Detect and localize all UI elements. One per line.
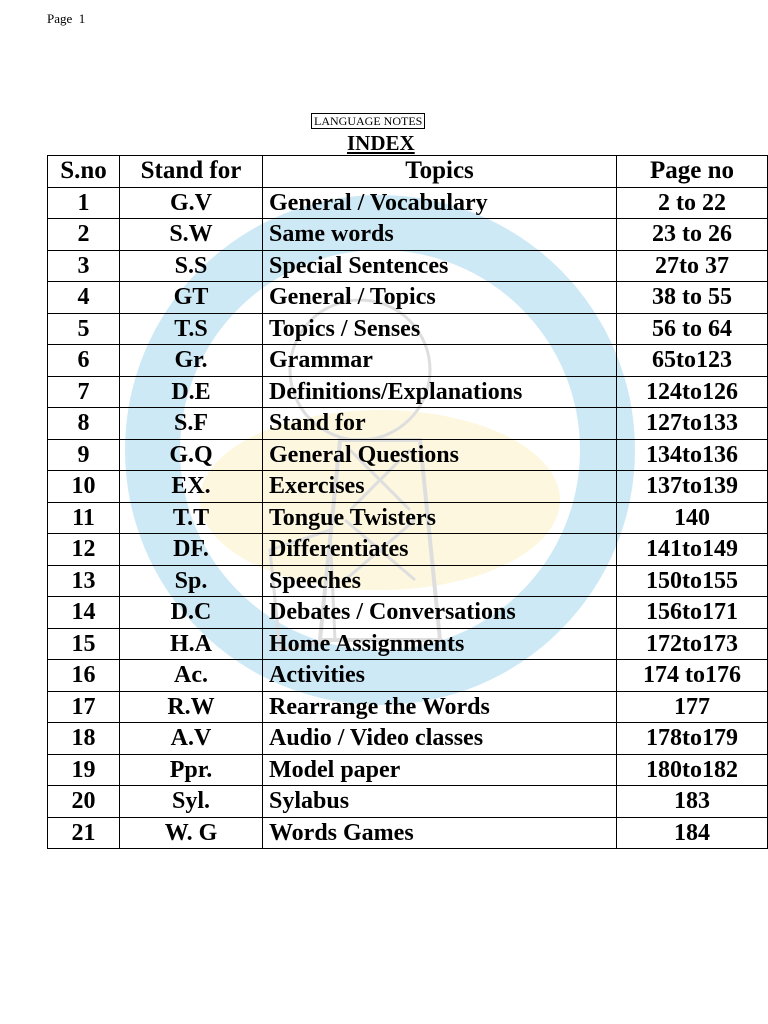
column-header-topics: Topics (263, 156, 617, 188)
row-sno: 20 (48, 786, 120, 818)
row-page-range: 2 to 22 (617, 187, 768, 219)
row-stand-for: EX. (120, 471, 263, 503)
table-row (48, 534, 768, 566)
row-page-range: 56 to 64 (617, 313, 768, 345)
row-topic: General / Vocabulary (263, 187, 617, 219)
table-row (48, 471, 768, 503)
row-stand-for: D.C (120, 597, 263, 629)
row-sno: 13 (48, 565, 120, 597)
row-stand-for: S.W (120, 219, 263, 251)
row-page-range: 172to173 (617, 628, 768, 660)
row-topic: Model paper (263, 754, 617, 786)
table-row (48, 313, 768, 345)
table-row (48, 628, 768, 660)
row-stand-for: G.V (120, 187, 263, 219)
row-topic: Rearrange the Words (263, 691, 617, 723)
row-stand-for: GT (120, 282, 263, 314)
table-row (48, 817, 768, 849)
row-topic: Home Assignments (263, 628, 617, 660)
row-page-range: 150to155 (617, 565, 768, 597)
row-topic: Differentiates (263, 534, 617, 566)
table-row (48, 502, 768, 534)
table-row (48, 282, 768, 314)
column-header-page-no: Page no (617, 156, 768, 188)
table-row (48, 754, 768, 786)
row-sno: 19 (48, 754, 120, 786)
row-sno: 10 (48, 471, 120, 503)
row-page-range: 65to123 (617, 345, 768, 377)
table-row (48, 691, 768, 723)
row-sno: 18 (48, 723, 120, 755)
row-topic: Speeches (263, 565, 617, 597)
row-sno: 12 (48, 534, 120, 566)
row-stand-for: R.W (120, 691, 263, 723)
row-page-range: 177 (617, 691, 768, 723)
row-stand-for: T.S (120, 313, 263, 345)
row-page-range: 174 to176 (617, 660, 768, 692)
row-page-range: 183 (617, 786, 768, 818)
row-sno: 11 (48, 502, 120, 534)
row-stand-for: S.S (120, 250, 263, 282)
row-sno: 2 (48, 219, 120, 251)
row-stand-for: G.Q (120, 439, 263, 471)
row-page-range: 180to182 (617, 754, 768, 786)
row-page-range: 184 (617, 817, 768, 849)
row-stand-for: W. G (120, 817, 263, 849)
row-sno: 3 (48, 250, 120, 282)
page-number-label: Page 1 (47, 11, 86, 26)
row-page-range: 137to139 (617, 471, 768, 503)
table-header-row (48, 156, 768, 188)
table-row (48, 597, 768, 629)
row-sno: 16 (48, 660, 120, 692)
row-stand-for: A.V (120, 723, 263, 755)
row-topic: Exercises (263, 471, 617, 503)
row-topic: Tongue Twisters (263, 502, 617, 534)
row-page-range: 156to171 (617, 597, 768, 629)
table-row (48, 565, 768, 597)
row-stand-for: D.E (120, 376, 263, 408)
table-row (48, 345, 768, 377)
table-row (48, 408, 768, 440)
row-sno: 17 (48, 691, 120, 723)
row-topic: Audio / Video classes (263, 723, 617, 755)
table-row (48, 219, 768, 251)
table-row (48, 660, 768, 692)
row-topic: Debates / Conversations (263, 597, 617, 629)
index-table (47, 155, 768, 849)
row-stand-for: H.A (120, 628, 263, 660)
table-row (48, 187, 768, 219)
row-page-range: 23 to 26 (617, 219, 768, 251)
row-topic: Activities (263, 660, 617, 692)
column-header-sno: S.no (48, 156, 120, 188)
row-stand-for: Gr. (120, 345, 263, 377)
table-row (48, 250, 768, 282)
row-topic: Definitions/Explanations (263, 376, 617, 408)
index-table-body (48, 187, 768, 849)
index-heading: INDEX (347, 131, 415, 155)
row-sno: 14 (48, 597, 120, 629)
row-topic: Words Games (263, 817, 617, 849)
row-topic: General Questions (263, 439, 617, 471)
row-topic: Sylabus (263, 786, 617, 818)
row-topic: Same words (263, 219, 617, 251)
row-page-range: 178to179 (617, 723, 768, 755)
row-stand-for: S.F (120, 408, 263, 440)
column-header-stand-for: Stand for (120, 156, 263, 188)
row-sno: 6 (48, 345, 120, 377)
row-page-range: 141to149 (617, 534, 768, 566)
row-topic: Special Sentences (263, 250, 617, 282)
row-topic: General / Topics (263, 282, 617, 314)
row-topic: Grammar (263, 345, 617, 377)
row-stand-for: T.T (120, 502, 263, 534)
row-sno: 4 (48, 282, 120, 314)
row-stand-for: Sp. (120, 565, 263, 597)
row-sno: 15 (48, 628, 120, 660)
row-sno: 9 (48, 439, 120, 471)
table-row (48, 376, 768, 408)
row-sno: 1 (48, 187, 120, 219)
row-stand-for: Ac. (120, 660, 263, 692)
row-page-range: 134to136 (617, 439, 768, 471)
row-page-range: 127to133 (617, 408, 768, 440)
row-stand-for: DF. (120, 534, 263, 566)
row-stand-for: Syl. (120, 786, 263, 818)
row-page-range: 38 to 55 (617, 282, 768, 314)
row-topic: Topics / Senses (263, 313, 617, 345)
row-page-range: 27to 37 (617, 250, 768, 282)
row-sno: 5 (48, 313, 120, 345)
row-stand-for: Ppr. (120, 754, 263, 786)
table-row (48, 439, 768, 471)
row-sno: 7 (48, 376, 120, 408)
table-row (48, 786, 768, 818)
row-page-range: 124to126 (617, 376, 768, 408)
table-row (48, 723, 768, 755)
row-page-range: 140 (617, 502, 768, 534)
row-topic: Stand for (263, 408, 617, 440)
row-sno: 8 (48, 408, 120, 440)
row-sno: 21 (48, 817, 120, 849)
document-title: LANGUAGE NOTES (311, 113, 425, 129)
